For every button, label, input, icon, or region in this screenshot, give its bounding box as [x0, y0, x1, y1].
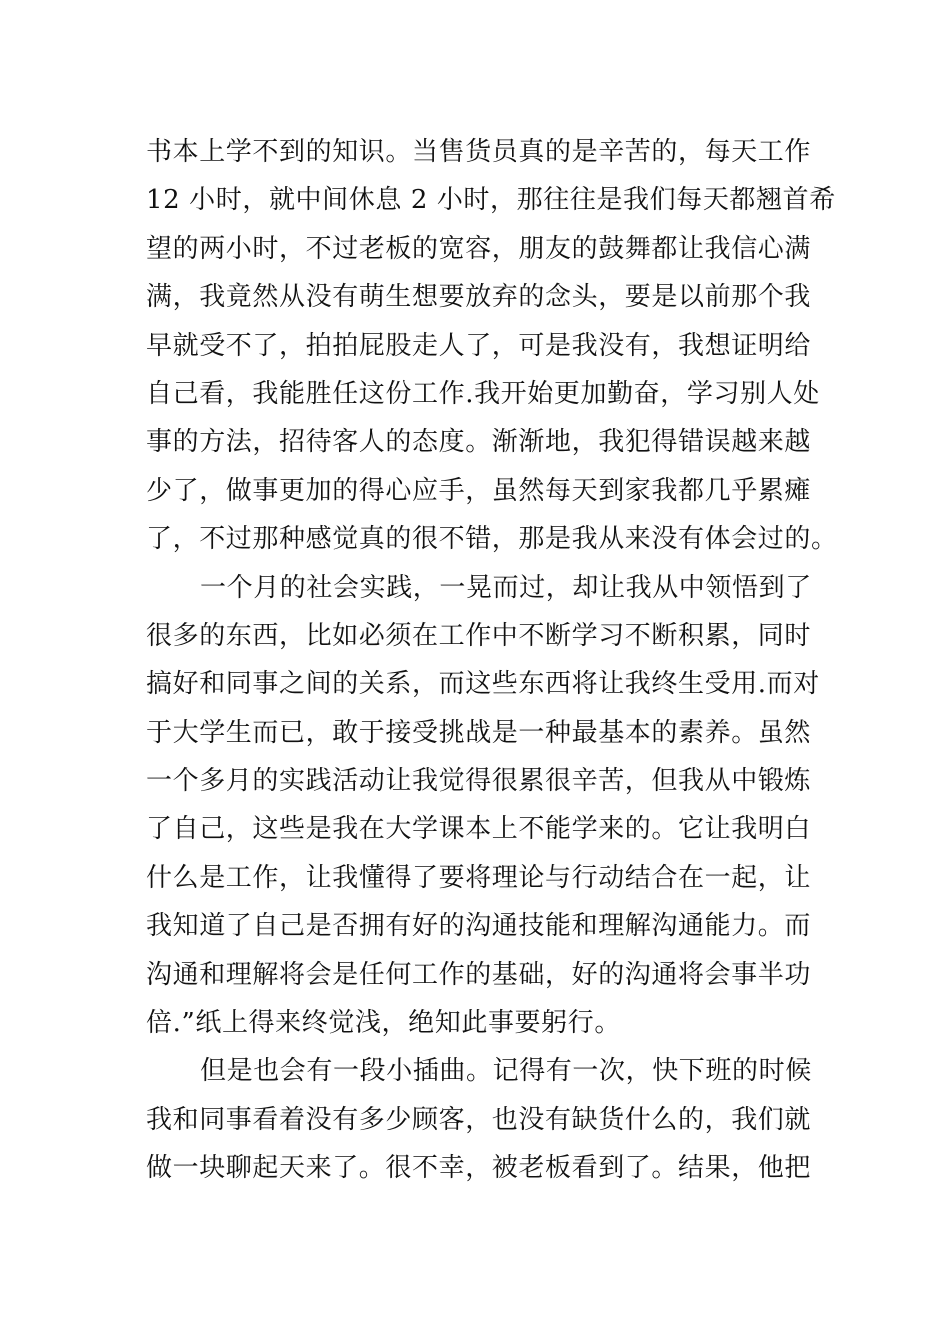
text-line: 什么是工作，让我懂得了要将理论与行动结合在一起，让 — [146, 862, 812, 893]
paragraph-first-line: 一个月的社会实践，一晃而过，却让我从中领悟到了 — [200, 572, 812, 603]
text-line: 少了，做事更加的得心应手，虽然每天到家我都几乎累瘫 — [146, 475, 812, 506]
text-line: 做一块聊起天来了。很不幸，被老板看到了。结果，他把 — [146, 1153, 812, 1184]
text-line: 满，我竟然从没有萌生想要放弃的念头，要是以前那个我 — [146, 282, 812, 313]
document-body — [146, 128, 838, 1193]
text-line: 早就受不了，拍拍屁股走人了，可是我没有，我想证明给 — [146, 330, 812, 361]
text-line: 了，不过那种感觉真的很不错，那是我从来没有体会过的。 — [146, 524, 838, 555]
text-line: 事的方法，招待客人的态度。渐渐地，我犯得错误越来越 — [146, 427, 812, 458]
text-line: 于大学生而已，敢于接受挑战是一种最基本的素养。虽然 — [146, 717, 812, 748]
text-line: 沟通和理解将会是任何工作的基础，好的沟通将会事半功 — [146, 959, 812, 990]
text-line: 搞好和同事之间的关系，而这些东西将让我终生受用.而对 — [146, 669, 820, 700]
text-line: 我知道了自己是否拥有好的沟通技能和理解沟通能力。而 — [146, 911, 812, 942]
text-line: 12 小时，就中间休息 2 小时，那往往是我们每天都翘首希 — [146, 185, 836, 216]
text-line: 自己看，我能胜任这份工作.我开始更加勤奋，学习别人处 — [146, 378, 820, 409]
text-line: 书本上学不到的知识。当售货员真的是辛苦的，每天工作 — [146, 137, 812, 167]
text-line: 望的两小时，不过老板的宽容，朋友的鼓舞都让我信心满 — [146, 233, 812, 264]
text-line: 一个多月的实践活动让我觉得很累很辛苦，但我从中锻炼 — [146, 766, 812, 797]
text-line: 倍.”纸上得来终觉浅，绝知此事要躬行。 — [146, 1008, 621, 1039]
paragraph-first-line: 但是也会有一段小插曲。记得有一次，快下班的时候 — [200, 1056, 812, 1087]
text-line: 我和同事看着没有多少顾客，也没有缺货什么的，我们就 — [146, 1104, 812, 1135]
text-line: 很多的东西，比如必须在工作中不断学习不断积累，同时 — [146, 620, 812, 651]
text-line: 了自己，这些是我在大学课本上不能学来的。它让我明白 — [146, 814, 812, 845]
